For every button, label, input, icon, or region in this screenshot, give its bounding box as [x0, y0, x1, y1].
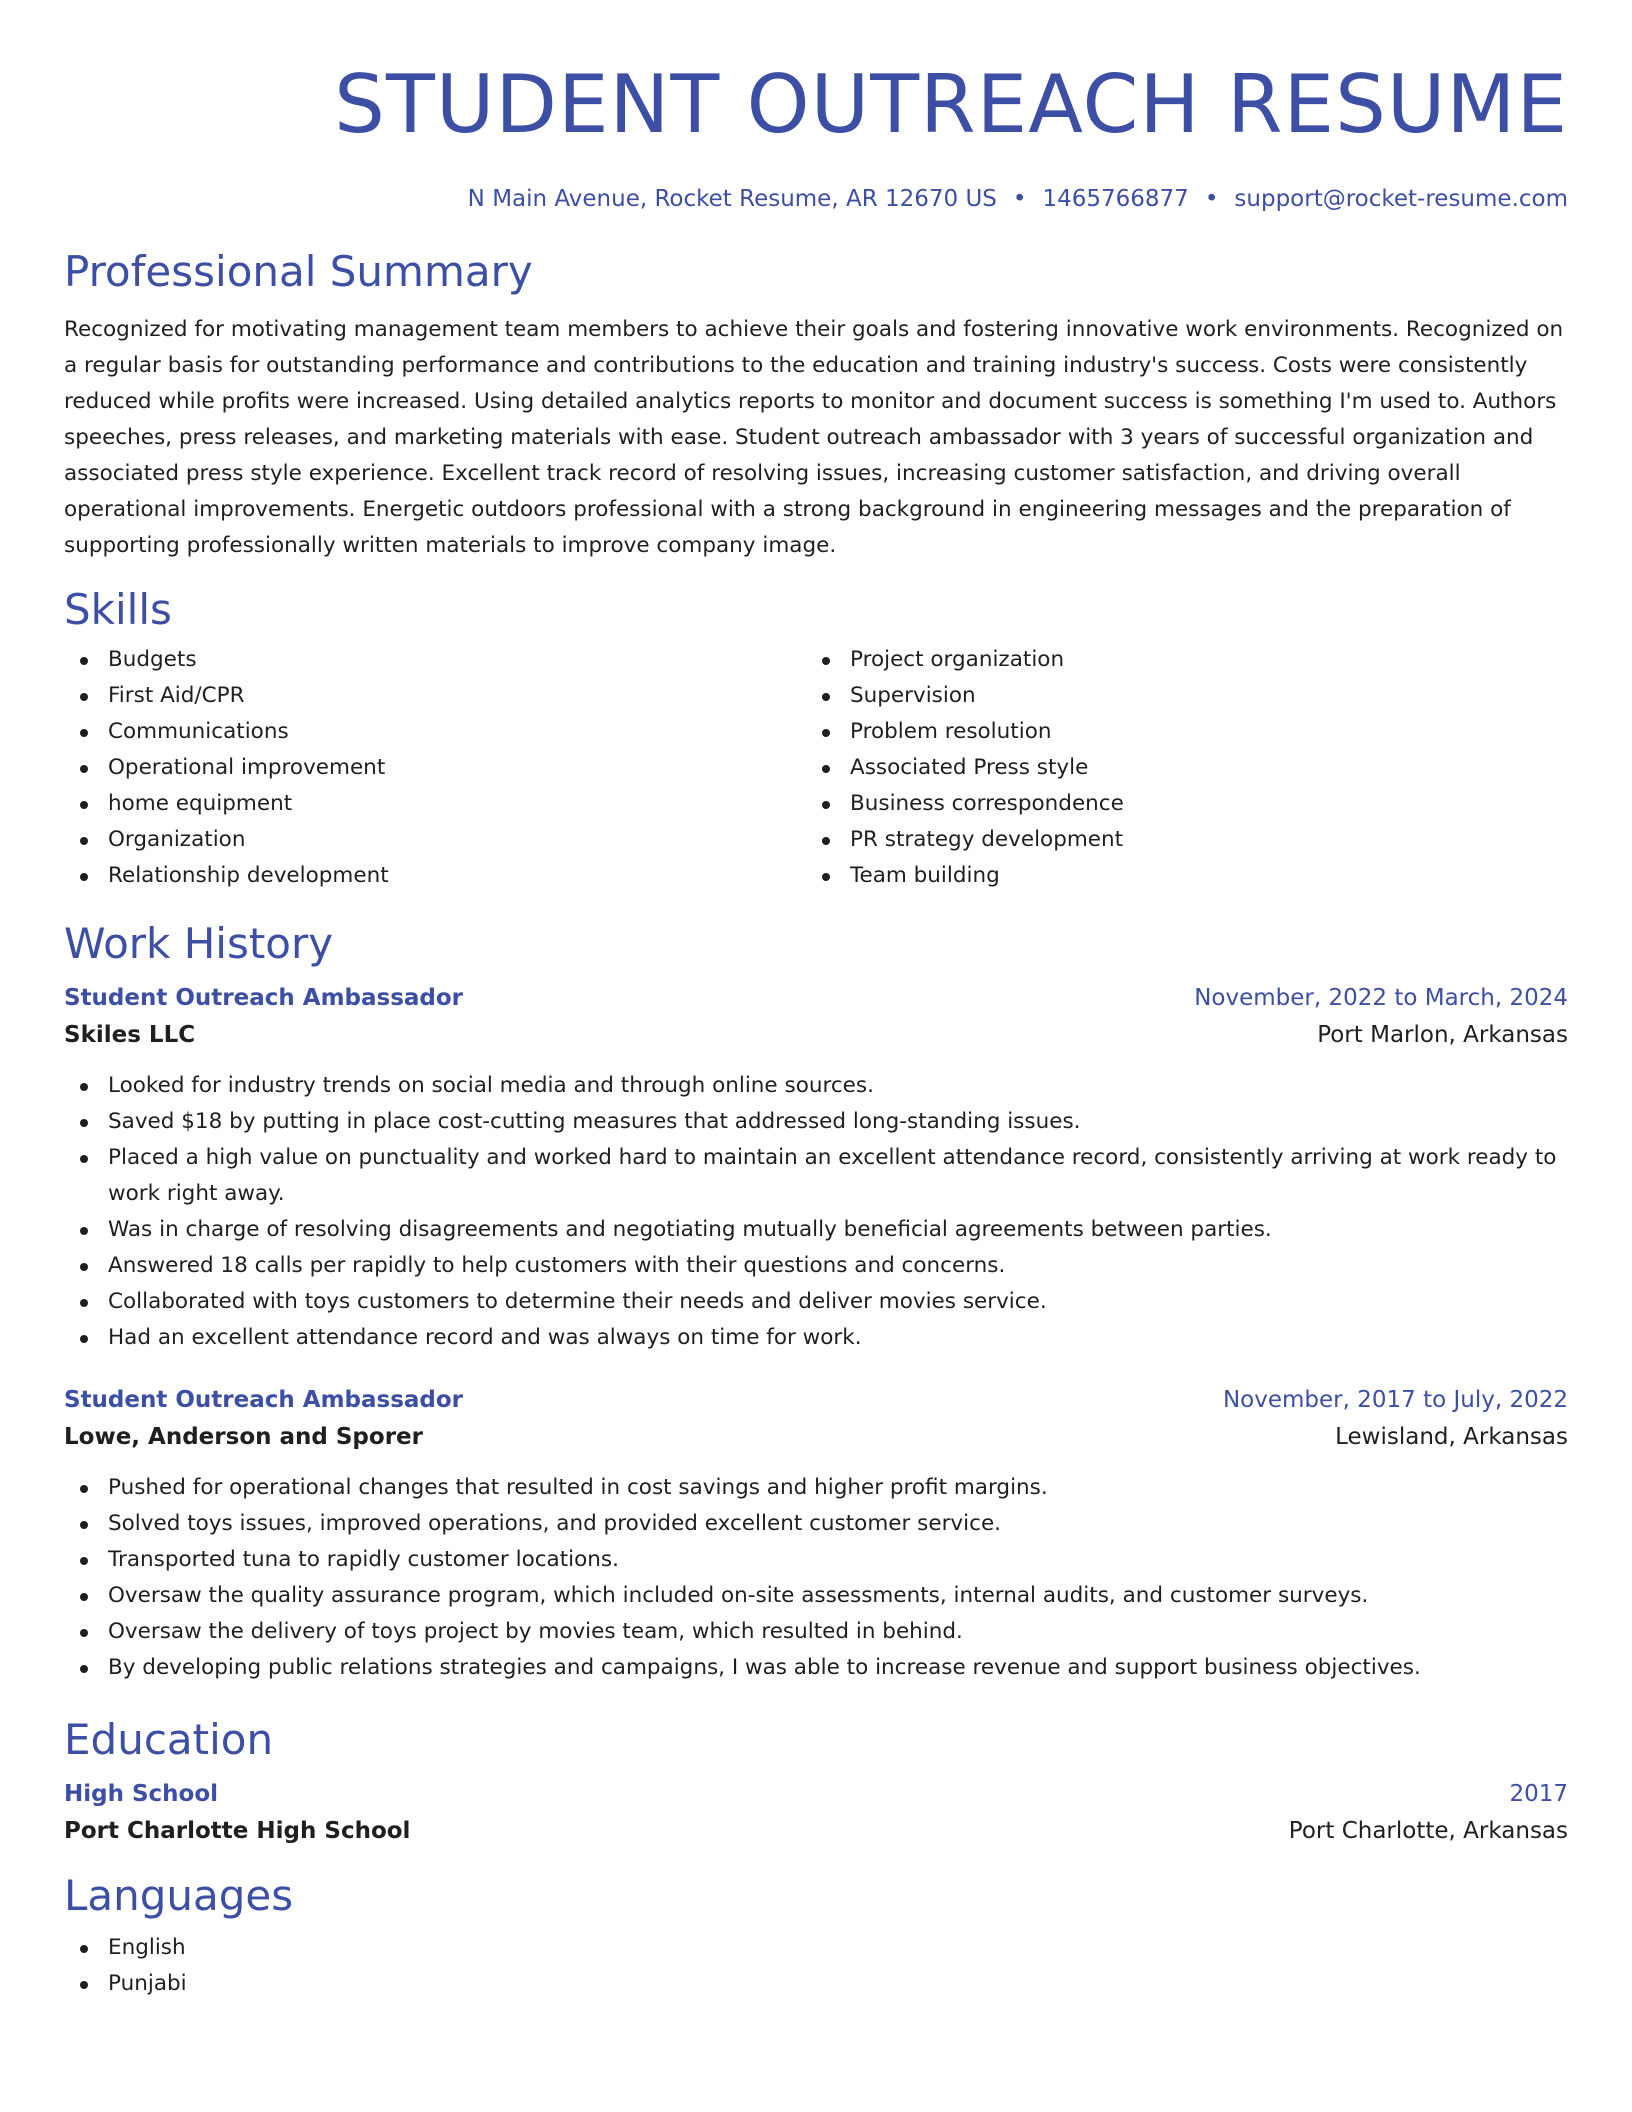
contact-email[interactable]: support@rocket-resume.com — [1234, 186, 1568, 212]
skill-item: Team building — [806, 858, 1548, 894]
job-bullet: Oversaw the delivery of toys project by movies team, which resulted in behind. — [64, 1614, 1568, 1650]
job-bullet: Was in charge of resolving disagreements and negotiating mutually beneficial agreements between parties. — [64, 1212, 1568, 1248]
contact-address: N Main Avenue, Rocket Resume, AR 12670 US — [467, 186, 997, 212]
job-bullets — [64, 1068, 1568, 1356]
work-history-section — [64, 916, 1568, 1686]
education-year: 2017 — [1509, 1781, 1568, 1807]
skill-item: Project organization — [806, 642, 1548, 678]
languages-section — [64, 1868, 1568, 2002]
resume-title: STUDENT OUTREACH RESUME — [334, 58, 1568, 151]
skill-item: Relationship development — [64, 858, 806, 894]
skills-section — [64, 582, 1568, 894]
education-entry — [64, 1776, 1568, 1850]
job-bullet: Looked for industry trends on social media and through online sources. — [64, 1068, 1568, 1104]
summary-section — [64, 244, 1568, 564]
skills-list-left — [64, 642, 806, 894]
skill-item: Communications — [64, 714, 806, 750]
section-heading-languages: Languages — [64, 1871, 294, 1920]
job-location: Port Marlon, Arkansas — [1317, 1022, 1568, 1048]
job-bullet: Had an excellent attendance record and was always on time for work. — [64, 1320, 1568, 1356]
job-header-row — [64, 1382, 1568, 1418]
skills-grid — [64, 642, 1568, 894]
section-heading-work: Work History — [64, 919, 334, 968]
job-header-row — [64, 980, 1568, 1016]
job-company: Skiles LLC — [64, 1022, 196, 1048]
summary-text: Recognized for motivating management team members to achieve their goals and fostering innovative work environments. Recognized on a regular basis for outstanding performance and contributions to the education and training industry's success. Costs were consistently reduced while profits were increased. Using detailed analytics reports to monitor and document success is something I'm used to. Authors speeches, press releases, and marketing materials with ease. Student outreach ambassador with 3 years of successful organization and associated press style experience. Excellent track record of resolving issues, increasing customer satisfaction, and driving overall operational improvements. Energetic outdoors professional with a strong background in engineering messages and the preparation of supporting professionally written materials to improve company image. — [64, 317, 1564, 558]
contact-separator: • — [1012, 186, 1027, 212]
languages-list — [64, 1930, 1568, 2002]
job-bullet: Saved $18 by putting in place cost-cutting measures that addressed long-standing issues. — [64, 1104, 1568, 1140]
job-entry — [64, 1382, 1568, 1686]
section-heading-education: Education — [64, 1715, 274, 1764]
skill-item: Business correspondence — [806, 786, 1548, 822]
skill-item: First Aid/CPR — [64, 678, 806, 714]
education-school-row — [64, 1812, 1568, 1850]
contact-phone: 1465766877 — [1042, 186, 1189, 212]
skill-item: PR strategy development — [806, 822, 1548, 858]
language-item: English — [64, 1930, 1568, 1966]
skill-item: Supervision — [806, 678, 1548, 714]
skill-item: Operational improvement — [64, 750, 806, 786]
section-heading-summary: Professional Summary — [64, 247, 533, 296]
contact-separator: • — [1204, 186, 1219, 212]
job-bullet: Pushed for operational changes that resulted in cost savings and higher profit margins. — [64, 1470, 1568, 1506]
job-bullets — [64, 1470, 1568, 1686]
job-bullet: Solved toys issues, improved operations, and provided excellent customer service. — [64, 1506, 1568, 1542]
job-bullet: By developing public relations strategies and campaigns, I was able to increase revenue and support business objectives. — [64, 1650, 1568, 1686]
job-title: Student Outreach Ambassador — [64, 985, 464, 1011]
job-company-row — [64, 1016, 1568, 1054]
education-location: Port Charlotte, Arkansas — [1288, 1818, 1568, 1844]
language-item: Punjabi — [64, 1966, 1568, 2002]
education-header-row — [64, 1776, 1568, 1812]
section-heading-skills: Skills — [64, 585, 172, 634]
job-dates: November, 2017 to July, 2022 — [1222, 1387, 1568, 1413]
job-entry — [64, 980, 1568, 1356]
education-degree: High School — [64, 1781, 219, 1807]
skill-item: Problem resolution — [806, 714, 1548, 750]
job-dates: November, 2022 to March, 2024 — [1194, 985, 1568, 1011]
job-company-row — [64, 1418, 1568, 1456]
job-bullet: Collaborated with toys customers to determine their needs and deliver movies service. — [64, 1284, 1568, 1320]
skill-item: Budgets — [64, 642, 806, 678]
skill-item: Organization — [64, 822, 806, 858]
skill-item: Associated Press style — [806, 750, 1548, 786]
contact-line — [64, 184, 1568, 214]
skills-list-right — [806, 642, 1548, 894]
job-location: Lewisland, Arkansas — [1335, 1424, 1568, 1450]
job-bullet: Answered 18 calls per rapidly to help customers with their questions and concerns. — [64, 1248, 1568, 1284]
skill-item: home equipment — [64, 786, 806, 822]
job-title: Student Outreach Ambassador — [64, 1387, 464, 1413]
job-bullet: Oversaw the quality assurance program, which included on-site assessments, internal audits, and customer surveys. — [64, 1578, 1568, 1614]
education-school: Port Charlotte High School — [64, 1818, 411, 1844]
job-bullet: Placed a high value on punctuality and worked hard to maintain an excellent attendance record, consistently arriving at work ready to work right away. — [64, 1140, 1568, 1212]
job-company: Lowe, Anderson and Sporer — [64, 1424, 423, 1450]
job-bullet: Transported tuna to rapidly customer locations. — [64, 1542, 1568, 1578]
education-section — [64, 1712, 1568, 1850]
